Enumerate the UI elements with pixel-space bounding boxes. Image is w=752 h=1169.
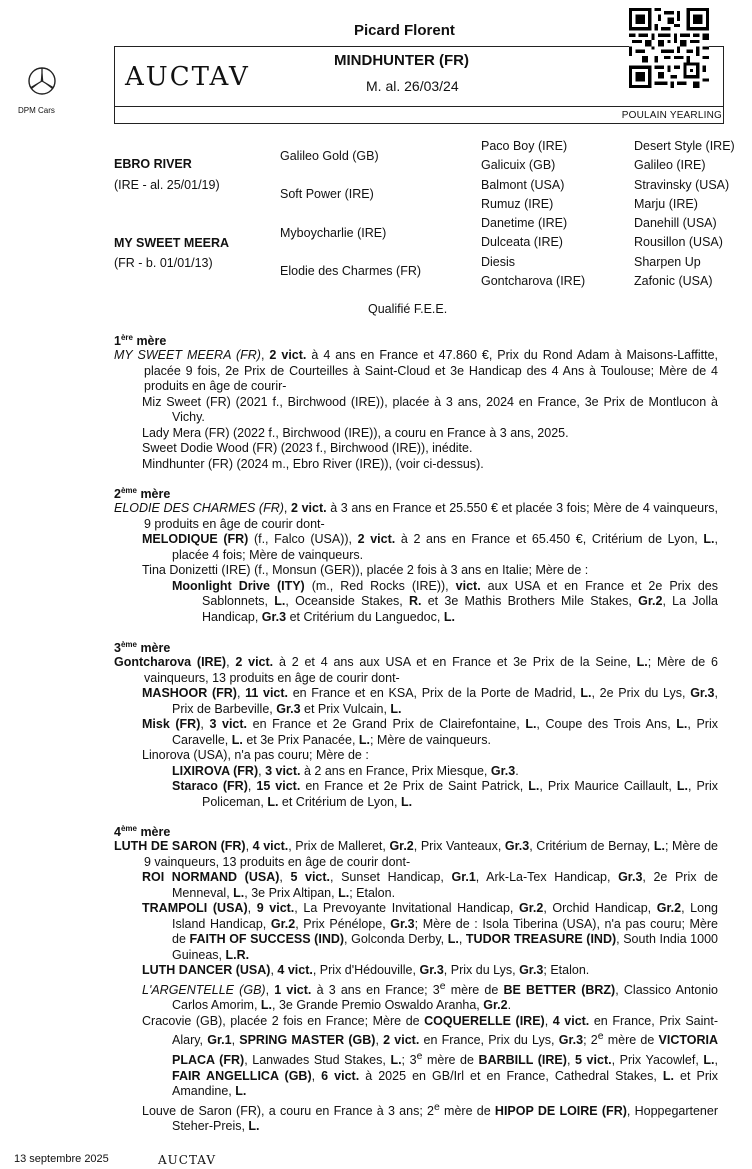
pedigree-gen2-item: Soft Power (IRE) [280, 187, 374, 201]
dam-section-title: 4ème mère [114, 824, 171, 840]
pedigree-gen2-item: Myboycharlie (IRE) [280, 226, 387, 240]
pedigree-gen3-item: Dulceata (IRE) [481, 235, 563, 249]
pedigree-gen4-item: Desert Style (IRE) [634, 139, 735, 153]
produce-entry: Tina Donizetti (IRE) (f., Monsun (GER)), placée 2 fois à 3 ans en Italie; Mère de : [142, 563, 589, 578]
auction-logo: AUCTAV [125, 62, 250, 92]
produce-entry: Miz Sweet (FR) (2021 f., Birchwood (IRE)), placée à 3 ans, 2024 en France, 3e Prix de Montlucon à Vichy. [142, 394, 718, 425]
produce-entry: LUTH DANCER (USA), 4 vict., Prix d'Hédouville, Gr.3, Prix du Lys, Gr.3; Etalon. [142, 963, 590, 978]
dam-summary: ELODIE DES CHARMES (FR), 2 vict. à 3 ans en France et 25.550 € et placée 3 fois; Mère de 4 vainqueurs, 9 produits en âge de courir dont- [114, 501, 719, 531]
produce-entry: Staraco (FR), 15 vict. en France et 2e Prix de Saint Patrick, L., Prix Maurice Caillault, L., Prix Policeman, L. et Critérium de Lyon, L. [172, 779, 718, 809]
dam-section-title: 2ème mère [114, 486, 171, 502]
produce-entry: LIXIROVA (FR), 3 vict. à 2 ans en France, Prix Miesque, Gr.3. [172, 763, 519, 778]
pedigree-gen3-item: Diesis [481, 255, 516, 269]
produce-entry: ROI NORMAND (USA), 5 vict., Sunset Handicap, Gr.1, Ark-La-Tex Handicap, Gr.3, 2e Prix de Menneval, L., 3e Prix Altipan, L.; Etalon. [142, 870, 718, 900]
seller-name: Picard Florent [354, 22, 455, 39]
pedigree-gen4-item: Rousillon (USA) [634, 235, 723, 249]
pedigree-dam-info: (FR - b. 01/01/13) [114, 256, 213, 270]
dam-summary: LUTH DE SARON (FR), 4 vict., Prix de Malleret, Gr.2, Prix Vanteaux, Gr.3, Critérium de Bernay, L.; Mère de 9 vainqueurs, 13 produits en âge de courir dont- [114, 839, 718, 869]
produce-entry: Lady Mera (FR) (2022 f., Birchwood (IRE)), a couru en France à 3 ans, 2025. [142, 425, 569, 440]
produce-entry: Cracovie (GB), placée 2 fois en France; Mère de COQUERELLE (IRE), 4 vict. en France, Prix Saint-Alary, Gr.1, SPRING MASTER (GB), 2 vict. en France, Prix du Lys, Gr.3; 2e mère de VICTORIA PLACA (FR), Lanwades Stud Stakes, L.; 3e mère de BARBILL (IRE), 5 vict., Prix Yacowlef, L., FAIR ANGELLICA (GB), 6 vict. à 2025 en GB/Irl et en France, Cathedral Stakes, L. et Prix Amandine, L. [142, 1013, 719, 1099]
pedigree-sire-info: (IRE - al. 25/01/19) [114, 178, 220, 192]
pedigree-gen4-item: Sharpen Up [634, 255, 701, 269]
pedigree-gen3-item: Balmont (USA) [481, 178, 565, 192]
footer-date: 13 septembre 2025 [14, 1153, 109, 1165]
pedigree-gen4-item: Marju (IRE) [634, 197, 698, 211]
produce-entry: L'ARGENTELLE (GB), 1 vict. à 3 ans en France; 3e mère de BE BETTER (BRZ), Classico Antonio Carlos Amorim, L., 3e Grande Premio Oswaldo Aranha, Gr.2. [142, 980, 719, 1013]
horse-sex-birth: M. al. 26/03/24 [366, 78, 459, 94]
pedigree-gen3-item: Danetime (IRE) [481, 216, 568, 230]
lot-type: POULAIN YEARLING [621, 110, 722, 121]
pedigree-dam: MY SWEET MEERA [114, 236, 230, 250]
mercedes-star-icon [27, 66, 57, 96]
produce-entry: Sweet Dodie Wood (FR) (2023 f., Birchwood (IRE)), inédite. [142, 441, 473, 456]
pedigree-gen2-item: Galileo Gold (GB) [280, 149, 379, 163]
dam-section [114, 824, 718, 1135]
produce-entry: MASHOOR (FR), 11 vict. en France et en KSA, Prix de la Porte de Madrid, L., 2e Prix du Lys, Gr.3, Prix de Barbeville, Gr.3 et Prix Vulcain, L. [142, 686, 718, 716]
dam-summary: MY SWEET MEERA (FR), 2 vict. à 4 ans en France et 47.860 €, Prix du Rond Adam à Maisons-Laffitte, placée 9 fois, 2e Prix de Courteilles à Saint-Cloud et 3e Handicap des 4 Ans à Toulouse; Mère de 4 produits en âge de courir- [114, 348, 719, 394]
pedigree-gen3-item: Galicuix (GB) [481, 158, 556, 172]
dam-section [114, 333, 718, 472]
pedigree-gen3-item: Gontcharova (IRE) [481, 274, 586, 288]
qr-code-icon [629, 8, 709, 88]
qualification-label: Qualifié F.E.E. [368, 302, 448, 316]
horse-name: MINDHUNTER (FR) [334, 52, 469, 69]
produce-entry: Moonlight Drive (ITY) (m., Red Rocks (IRE)), vict. aux USA et en France et 2e Prix des Sablonnets, L., Oceanside Stakes, R. et 3e Mathis Brothers Mile Stakes, Gr.2, La Jolla Handicap, Gr.3 et Critérium du Languedoc, L. [172, 578, 719, 624]
pedigree-sire: EBRO RIVER [114, 157, 192, 171]
pedigree-gen3-item: Rumuz (IRE) [481, 197, 554, 211]
produce-entry: Louve de Saron (FR), a couru en France à 3 ans; 2e mère de HIPOP DE LOIRE (FR), Hoppegartener Steher-Preis, L. [142, 1101, 719, 1134]
pedigree-gen4-item: Galileo (IRE) [634, 158, 706, 172]
pedigree-gen2-item: Elodie des Charmes (FR) [280, 264, 422, 278]
produce-entry: TRAMPOLI (USA), 9 vict., La Prevoyante Invitational Handicap, Gr.2, Orchid Handicap, Gr.2, Long Island Handicap, Gr.2, Prix Pénélope, Gr.3; Mère de : Isola Tiberina (USA), n'a pas couru; Mère de FAITH OF SUCCESS (IND), Golconda Derby, L., TUDOR TREASURE (IND), South India 1000 Guineas, L.R. [142, 901, 719, 962]
dam-summary: Gontcharova (IRE), 2 vict. à 2 et 4 ans aux USA et en France et 3e Prix de la Seine, L.; Mère de 6 vainqueurs, 13 produits en âge de courir dont- [114, 655, 718, 685]
dam-section [114, 640, 718, 810]
produce-entry: MELODIQUE (FR) (f., Falco (USA)), 2 vict. à 2 ans en France et 65.450 €, Critérium de Lyon, L., placée 4 fois; Mère de vainqueurs. [142, 532, 718, 562]
pedigree-gen3-item: Paco Boy (IRE) [481, 139, 568, 153]
produce-entry: Misk (FR), 3 vict. en France et 2e Grand Prix de Clairefontaine, L., Coupe des Trois Ans, L., Prix Caravelle, L. et 3e Prix Panacée, L.; Mère de vainqueurs. [142, 717, 718, 747]
dam-section [114, 486, 718, 625]
produce-entry: Mindhunter (FR) (2024 m., Ebro River (IRE)), (voir ci-dessus). [142, 456, 484, 471]
pedigree-gen4-item: Stravinsky (USA) [634, 178, 730, 192]
partner-label: DPM Cars [18, 106, 55, 115]
produce-entry: Linorova (USA), n'a pas couru; Mère de : [142, 748, 369, 763]
dam-section-title: 1ère mère [114, 333, 167, 349]
pedigree-gen4-item: Zafonic (USA) [634, 274, 713, 288]
dam-section-title: 3ème mère [114, 640, 171, 656]
pedigree-gen4-item: Danehill (USA) [634, 216, 717, 230]
footer-logo: AUCTAV [158, 1153, 217, 1167]
header-divider [114, 106, 724, 107]
